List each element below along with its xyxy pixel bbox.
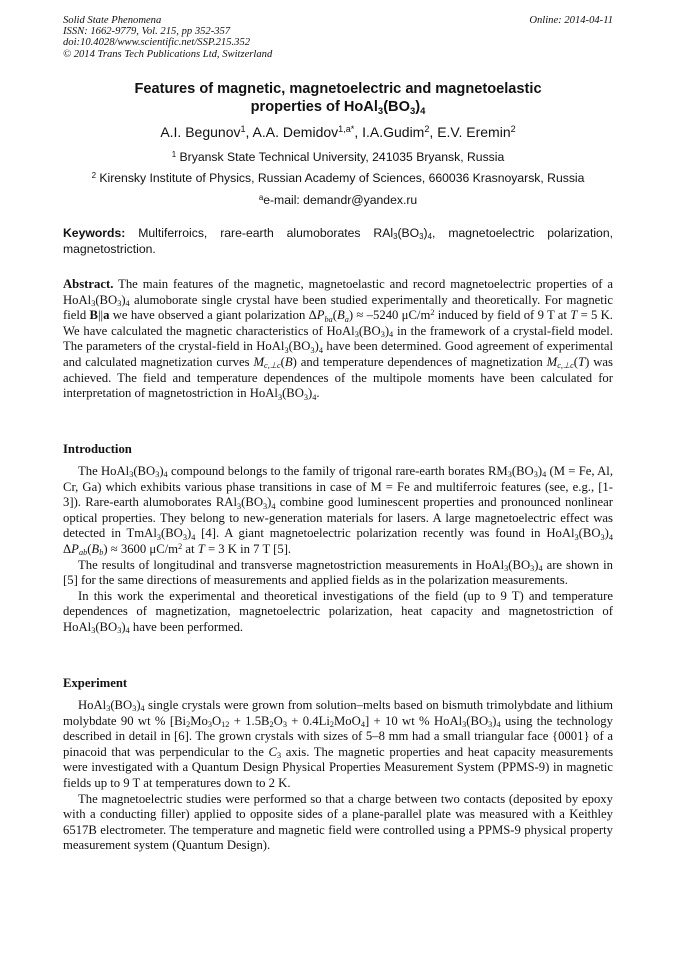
affil-text: Kirensky Institute of Physics, Russian Academy of Sciences, 660036 Krasnoyarsk, Russia — [96, 171, 585, 185]
subscript: 3 — [419, 232, 424, 242]
text: HoAl — [78, 698, 107, 712]
kw-text: ) — [423, 226, 428, 240]
symbol: B — [91, 541, 100, 556]
text: single crystals were grown from solution–melts based on bismuth trimolybdate and lithium molybdate 90 wt % [Bi — [63, 698, 613, 728]
subscript: 3 — [303, 392, 309, 402]
subscript: 4 — [312, 392, 317, 402]
text: ) — [534, 557, 539, 572]
subscript: 3 — [409, 105, 416, 117]
abstract — [63, 277, 613, 402]
abs-text: in the framework of a crystal-field model. The parameters of the crystal-field in HoAl — [63, 323, 613, 354]
subscript: a — [344, 314, 349, 324]
text: ) — [604, 526, 609, 541]
superscript: 2 — [178, 541, 183, 551]
text: O — [211, 713, 222, 728]
text: combine good luminescent properties and pronounced nonlinear optical properties. They belong to new-generation materials for lasers. A large magnetoelectric effect was detected in TmAl — [63, 495, 614, 541]
abs-text: ( — [332, 308, 338, 323]
subscript: 4 — [318, 345, 323, 355]
abs-text: ) and temperature dependences of magnetization — [292, 354, 547, 369]
text: ) — [121, 619, 126, 634]
journal-issn: ISSN: 1662-9779, Vol. 215, pp 352-357 — [63, 26, 231, 38]
email-mark: a — [258, 193, 264, 203]
text: O — [273, 713, 283, 728]
subscript: 3 — [91, 626, 96, 636]
abs-text: . — [316, 386, 320, 401]
text: (BO — [241, 495, 263, 510]
author-name: , I.A.Gudim — [354, 124, 425, 140]
text: ) — [186, 526, 192, 541]
text: ) — [267, 495, 272, 510]
title-text: ) — [415, 99, 421, 115]
subscript: 4 — [538, 564, 543, 574]
text: The HoAl — [78, 464, 130, 478]
text: (BO — [466, 713, 489, 728]
symbol: C — [268, 744, 277, 759]
subscript: 2 — [329, 720, 335, 730]
subscript: 3 — [488, 720, 493, 730]
text: ] + 10 wt % HoAl — [364, 713, 463, 728]
subscript: 3 — [117, 626, 122, 636]
subscript: 4 — [163, 470, 168, 480]
subscript: 3 — [132, 704, 137, 714]
subscript: 3 — [106, 704, 111, 714]
abstract-label: Abstract. — [63, 277, 114, 291]
author-affil-mark: 2 — [510, 124, 516, 135]
subscript: 4 — [271, 501, 276, 511]
journal-header — [63, 15, 613, 60]
author-list — [63, 124, 613, 140]
section-heading-experiment: Experiment — [63, 676, 128, 690]
text: have been performed. — [129, 619, 244, 634]
text: + 0.4Li — [286, 713, 330, 728]
subscript: 4 — [420, 105, 426, 117]
affiliation-2 — [40, 171, 636, 185]
subscript: 3 — [182, 532, 187, 542]
abs-text: (BO — [95, 292, 118, 307]
abs-text: The main features of the magnetic, magnetoelastic and record magnetoelectric properties of a HoAl — [63, 277, 613, 307]
subscript: c,⊥c — [264, 361, 281, 371]
symbol: T — [197, 541, 205, 556]
text: (BO — [110, 698, 133, 712]
abs-text: have been determined. Good agreement of experimental and calculated magnetization curves — [63, 339, 613, 369]
title-line-1: Features of magnetic, magnetoelectric and magnetoelastic — [134, 81, 542, 97]
text: The results of longitudinal and transverse magnetostriction measurements in HoAl — [78, 557, 505, 572]
email-line — [40, 193, 636, 207]
subscript: 3 — [117, 299, 122, 309]
subscript: 3 — [282, 720, 287, 730]
abs-text: induced by field of 9 T at — [434, 308, 571, 323]
keywords-label: Keywords: — [63, 226, 126, 240]
subscript: 4 — [389, 330, 394, 340]
text: Δ — [63, 541, 72, 556]
subscript: 3 — [155, 470, 160, 480]
subscript: 4 — [427, 232, 433, 242]
text: + 1.5B — [229, 713, 270, 728]
abs-text: ) ≈ –5240 μC/m — [348, 308, 431, 323]
text: (BO — [133, 464, 156, 478]
abs-text: ( — [280, 354, 285, 369]
subscript: 3 — [354, 330, 359, 340]
subscript: 3 — [310, 345, 315, 355]
subscript: 4 — [542, 470, 547, 480]
subscript: 4 — [140, 704, 145, 714]
text: ( — [87, 541, 92, 556]
text: (BO — [160, 526, 183, 541]
subscript: 3 — [284, 345, 289, 355]
subscript: 4 — [191, 532, 196, 542]
subscript: 3 — [530, 564, 535, 574]
abs-text: ) was achieved. The field and temperature dependences of the multipole moments have been calculated for interpretation of magnetostriction in HoAl — [63, 354, 613, 401]
online-date: Online: 2014-04-11 — [529, 15, 613, 26]
text: (BO — [578, 526, 601, 541]
text: ) — [537, 464, 543, 478]
abs-text: ( — [573, 354, 579, 369]
abs-text: = 5 K. We have calculated the magnetic characteristics of HoAl — [63, 308, 613, 338]
journal-name: Solid State Phenomena — [63, 15, 162, 26]
introduction-body — [63, 464, 613, 636]
subscript: 3 — [129, 470, 134, 480]
text: In this work the experimental and theoretical investigations of the field (up to 9 T) and temperature dependences of magnetization, magnetoelectric polarization, heat capacity and magnetostriction of HoAl — [63, 588, 613, 634]
subscript: 3 — [237, 501, 242, 511]
subscript: 3 — [600, 532, 605, 542]
abs-symbol: M — [546, 354, 558, 369]
kw-text: Multiferroics, rare-earth alumoborates RAl — [125, 226, 394, 240]
text: compound belongs to the family of trigonal rare-earth borates RM — [167, 464, 508, 478]
paper-title — [63, 80, 613, 116]
subscript: 3 — [507, 470, 512, 480]
abs-text: alumoborate single crystal have been studied experimentally and theoretically. For magnetic field — [63, 292, 613, 323]
subscript: 3 — [533, 470, 538, 480]
affil-text: Bryansk State Technical University, 241035 Bryansk, Russia — [176, 150, 505, 164]
abs-text: (BO — [288, 339, 311, 354]
intro-paragraph-1 — [63, 464, 613, 558]
affiliation-1 — [40, 150, 636, 164]
intro-paragraph-2 — [63, 558, 613, 589]
author-affil-mark: 1,a* — [338, 124, 355, 135]
text: ) — [159, 464, 164, 478]
author-name: A.I. Begunov — [160, 124, 241, 140]
keywords — [63, 226, 613, 257]
email-text: e-mail: demandr@yandex.ru — [263, 193, 418, 207]
subscript: 3 — [207, 720, 212, 730]
text: axis. The magnetic properties and heat capacity measurements were investigated with a Quantum Design Physical Properties Measurement System (PPMS-9) in magnetic fields up to 9 T at temperatures down to 2 K. — [63, 744, 614, 790]
subscript: 3 — [504, 564, 509, 574]
subscript: c,⊥c — [557, 361, 574, 371]
abs-text: ) — [308, 386, 313, 401]
abs-symbol: T — [578, 354, 586, 369]
text: using the technology described in detail in [6]. The grown crystals with sizes of 5–8 mm had a small triangular face {0001} of a pinacoid that was perpendicular to the — [63, 713, 613, 759]
subscript: 2 — [269, 720, 274, 730]
text: MoO — [334, 713, 361, 728]
affil-mark: 2 — [91, 171, 96, 181]
subscript: 12 — [221, 720, 230, 730]
subscript: b — [99, 548, 104, 558]
abs-symbol: T — [570, 308, 578, 323]
subscript: 4 — [360, 720, 365, 730]
subscript: 4 — [496, 720, 501, 730]
exp-paragraph-1 — [63, 698, 613, 792]
subscript: 3 — [276, 751, 282, 761]
author-affil-mark: 1 — [240, 124, 246, 135]
journal-doi: doi:10.4028/www.scientific.net/SSP.215.352 — [63, 37, 251, 49]
text: ) — [136, 698, 141, 712]
title-line-2 — [63, 98, 613, 116]
text: (BO — [508, 557, 531, 572]
abs-symbol: M — [253, 354, 265, 369]
abs-text: ) — [121, 292, 126, 307]
title-text: (BO — [383, 99, 410, 115]
text: (M = Fe, Al, Cr, Ga) which exhibits various phase transitions in case of M = Fe and multiferroic features (see, e.g., [1-3]). Rare-earth alumoborates RAl — [63, 464, 613, 510]
subscript: 3 — [377, 105, 384, 117]
experiment-body — [63, 698, 613, 854]
author-affil-mark: 2 — [424, 124, 430, 135]
text: [4]. A giant magnetoelectric polarization recently was found in HoAl — [195, 526, 575, 541]
subscript: ba — [324, 314, 333, 324]
text: are shown in [5] for the same directions of measurements and applied fields as in the polarization measurements. — [63, 557, 613, 588]
subscript: 4 — [608, 532, 613, 542]
subscript: 3 — [380, 330, 385, 340]
abs-symbol: P — [316, 308, 325, 323]
abs-text: (BO — [282, 386, 304, 401]
text: Mo — [190, 713, 208, 728]
kw-text: (BO — [397, 226, 420, 240]
subscript: ab — [78, 548, 88, 558]
subscript: 3 — [277, 392, 283, 402]
subscript: 3 — [262, 501, 268, 511]
subscript: 3 — [393, 232, 398, 242]
abs-symbol: B — [284, 354, 293, 369]
author-name: , E.V. Eremin — [429, 124, 511, 140]
journal-copyright: © 2014 Trans Tech Publications Ltd, Switzerland — [63, 48, 273, 60]
subscript: 4 — [125, 299, 130, 309]
exp-paragraph-2: The magnetoelectric studies were performed so that a charge between two contacts (deposited by epoxy with a conducting filler) applied to opposite sides of a plane-parallel plate was measured with a Keithley 6517B electrometer. The temperature and magnetic field were controlled using a PPMS-9 physical property measurement system (Quantum Design). — [63, 791, 613, 853]
abs-text: (BO — [358, 323, 381, 338]
subscript: 4 — [125, 626, 130, 636]
kw-text: , magnetoelectric polarization, magnetostriction. — [63, 226, 613, 256]
subscript: 3 — [156, 532, 161, 542]
superscript: 2 — [430, 308, 435, 318]
title-text: properties of HoAl — [250, 99, 378, 115]
abs-symbol: B — [337, 308, 345, 323]
text: at — [182, 541, 198, 556]
abs-text: we have observed a giant polarization Δ — [109, 308, 317, 323]
text: = 3 K in 7 T [5]. — [204, 541, 292, 556]
text: ) ≈ 3600 μC/m — [103, 541, 179, 556]
abs-symbol: a — [103, 308, 110, 323]
text: ) — [492, 713, 497, 728]
subscript: 3 — [462, 720, 467, 730]
symbol: P — [71, 541, 79, 556]
subscript: 2 — [186, 720, 191, 730]
abs-text: ) — [384, 323, 390, 338]
abs-symbol: B — [89, 308, 99, 323]
subscript: 3 — [91, 299, 96, 309]
abs-text: ) — [314, 339, 319, 354]
text: (BO — [95, 619, 118, 634]
subscript: 3 — [574, 532, 579, 542]
section-heading-introduction: Introduction — [63, 442, 132, 456]
affil-mark: 1 — [171, 150, 177, 160]
intro-paragraph-3 — [63, 589, 613, 636]
author-name: , A.A. Demidov — [245, 124, 339, 140]
text: (BO — [511, 464, 534, 478]
abs-text: || — [98, 308, 104, 323]
